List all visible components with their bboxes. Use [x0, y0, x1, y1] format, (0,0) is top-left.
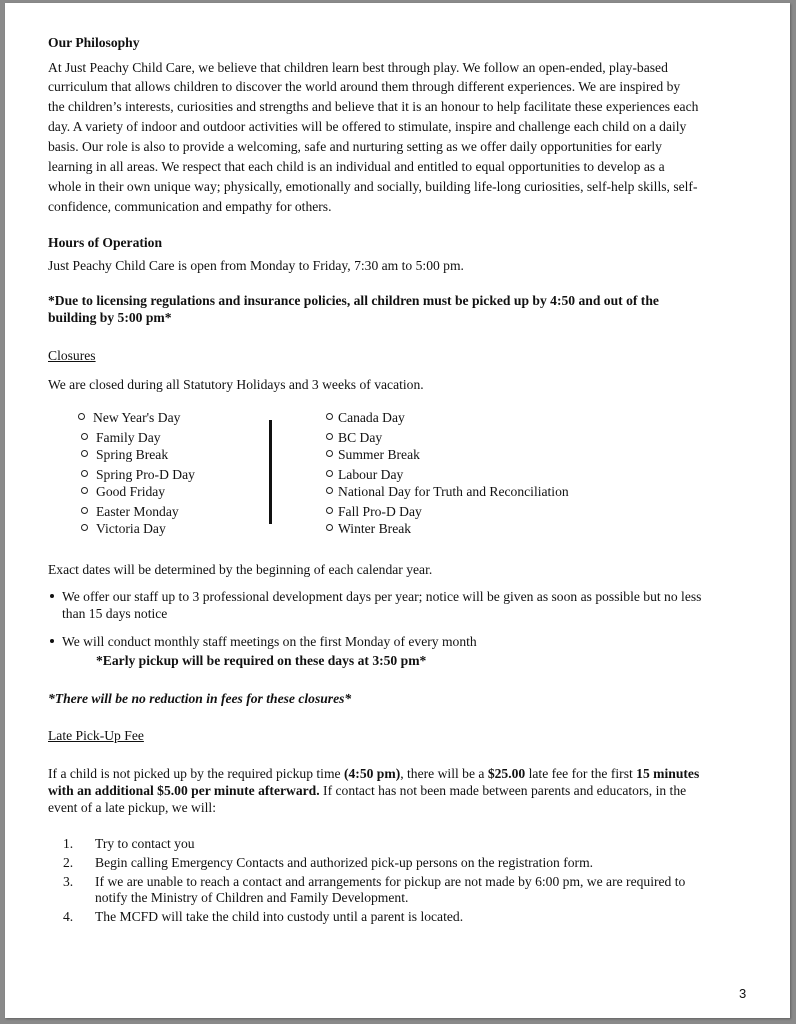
circle-bullet-icon	[81, 487, 88, 494]
circle-bullet-icon	[81, 470, 88, 477]
hours-notice: building by 5:00 pm*	[48, 310, 172, 325]
philosophy-line: learning in all areas. We respect that each child is an individual and entitled to equal opportunities to develop as a	[48, 159, 665, 174]
step-number: 4.	[63, 909, 74, 924]
circle-bullet-icon	[81, 507, 88, 514]
late-fee-text: with an additional $5.00 per minute afterward. If contact has not been made between parents and educators, in the	[48, 783, 687, 798]
holiday-item: Winter Break	[326, 520, 411, 537]
step-text: notify the Ministry of Children and Family Development.	[95, 890, 409, 905]
holiday-item: Spring Break	[81, 446, 168, 463]
late-fee-text: If a child is not picked up by the required pickup time (4:50 pm), there will be a $25.00 late fee for the first 15 minutes	[48, 766, 700, 781]
holiday-item: Summer Break	[326, 446, 420, 463]
holiday-item: Fall Pro-D Day	[326, 503, 422, 520]
circle-bullet-icon	[81, 433, 88, 440]
bullet-item: We offer our staff up to 3 professional development days per year; notice will be given as soon as possible but no less	[50, 588, 701, 605]
step-number: 3.	[63, 874, 74, 889]
hours-heading: Hours of Operation	[48, 235, 163, 250]
circle-bullet-icon	[326, 487, 333, 494]
bullet-icon	[50, 594, 54, 598]
circle-bullet-icon	[326, 524, 333, 531]
hours-text: Just Peachy Child Care is open from Monday to Friday, 7:30 am to 5:00 pm.	[48, 258, 464, 273]
philosophy-line: whole in their own unique way; physically, emotionally and socially, building life-long curiosities, self-help skills, self-	[48, 179, 698, 194]
closures-intro: We are closed during all Statutory Holidays and 3 weeks of vacation.	[48, 377, 424, 392]
step-text: If we are unable to reach a contact and arrangements for pickup are not made by 6:00 pm, we are required to	[95, 874, 686, 889]
column-divider	[269, 420, 272, 524]
document-page	[5, 3, 790, 1018]
philosophy-line: curriculum that allows children to discover the world around them through different experiences. We are inspired by	[48, 79, 681, 94]
early-pickup-notice: *Early pickup will be required on these days at 3:50 pm*	[96, 653, 427, 668]
circle-bullet-icon	[81, 524, 88, 531]
philosophy-line: the children’s interests, curiosities and strengths and believe that it is an honour to help facilitate these experiences each	[48, 99, 699, 114]
philosophy-line: At Just Peachy Child Care, we believe that children learn best through play. We follow an open-ended, play-based	[48, 60, 668, 75]
holiday-item: Family Day	[81, 429, 161, 446]
holiday-item: Canada Day	[326, 409, 405, 426]
holiday-item: Victoria Day	[81, 520, 166, 537]
exact-dates-text: Exact dates will be determined by the beginning of each calendar year.	[48, 562, 433, 577]
circle-bullet-icon	[81, 450, 88, 457]
bullet-icon	[50, 639, 54, 643]
holiday-item: National Day for Truth and Reconciliation	[326, 483, 569, 500]
step-text: The MCFD will take the child into custody until a parent is located.	[95, 909, 464, 924]
circle-bullet-icon	[78, 413, 85, 420]
circle-bullet-icon	[326, 470, 333, 477]
holiday-item: Spring Pro-D Day	[81, 466, 195, 483]
bullet-item-continuation: than 15 days notice	[62, 606, 168, 621]
circle-bullet-icon	[326, 413, 333, 420]
circle-bullet-icon	[326, 450, 333, 457]
late-fee-heading: Late Pick-Up Fee	[48, 728, 144, 743]
step-text: Try to contact you	[95, 836, 195, 851]
no-reduction-notice: *There will be no reduction in fees for these closures*	[48, 691, 352, 706]
philosophy-heading: Our Philosophy	[48, 35, 140, 50]
step-number: 2.	[63, 855, 74, 870]
philosophy-line: confidence, communication and empathy for others.	[48, 199, 332, 214]
holiday-item: BC Day	[326, 429, 382, 446]
closures-heading: Closures	[48, 348, 96, 363]
page-number: 3	[739, 986, 747, 1001]
circle-bullet-icon	[326, 507, 333, 514]
holiday-item: Labour Day	[326, 466, 403, 483]
holiday-item: Easter Monday	[81, 503, 179, 520]
holiday-item: New Year's Day	[78, 409, 180, 426]
late-fee-text: event of a late pickup, we will:	[48, 800, 216, 815]
bullet-item: We will conduct monthly staff meetings on the first Monday of every month	[50, 633, 477, 650]
hours-notice: *Due to licensing regulations and insurance policies, all children must be picked up by 4:50 and out of the	[48, 293, 659, 308]
step-text: Begin calling Emergency Contacts and authorized pick-up persons on the registration form.	[95, 855, 594, 870]
circle-bullet-icon	[326, 433, 333, 440]
philosophy-line: basis. Our role is also to provide a welcoming, safe and nurturing setting as we offer daily opportunities for early	[48, 139, 662, 154]
step-number: 1.	[63, 836, 74, 851]
holiday-item: Good Friday	[81, 483, 165, 500]
philosophy-line: day. A variety of indoor and outdoor activities will be offered to stimulate, inspire and challenge each child on a daily	[48, 119, 687, 134]
